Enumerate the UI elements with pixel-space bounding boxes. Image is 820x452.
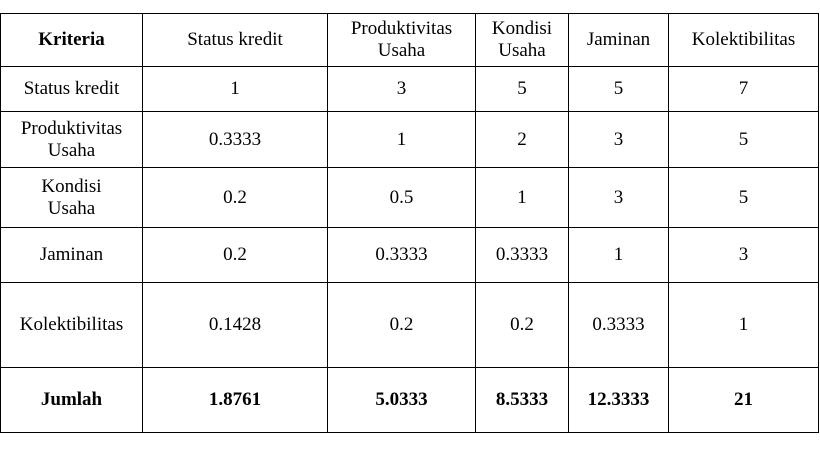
- header-kriteria-label: Kriteria: [38, 29, 105, 50]
- total-cell: 12.3333: [569, 368, 669, 433]
- table-cell: 3: [328, 67, 476, 112]
- row-label-line1: Jaminan: [39, 244, 104, 265]
- table-cell: 5: [569, 67, 669, 112]
- table-row-status-kredit: [1, 67, 819, 112]
- table-cell: 0.3333: [569, 283, 669, 368]
- header-produktivitas-usaha: [328, 14, 476, 67]
- table-cell: 1: [669, 283, 819, 368]
- table-cell: 2: [476, 112, 569, 168]
- table-cell: 0.2: [328, 283, 476, 368]
- table-cell: 5: [476, 67, 569, 112]
- header-status-kredit-label: Status kredit: [187, 29, 283, 50]
- table-cell: 5: [669, 168, 819, 228]
- table-cell: 0.2: [143, 228, 328, 283]
- table-cell: 0.1428: [143, 283, 328, 368]
- table-cell: 1: [476, 168, 569, 228]
- row-label-line2: Usaha: [47, 197, 96, 219]
- table-cell: 0.3333: [143, 112, 328, 168]
- row-label-line1: Kondisi: [41, 175, 102, 197]
- table-cell: 0.3333: [328, 228, 476, 283]
- row-label-line1: Status kredit: [23, 78, 120, 99]
- row-label: [1, 168, 143, 228]
- header-jaminan-label: Jaminan: [586, 29, 651, 50]
- table-cell: 1: [143, 67, 328, 112]
- table-cell: 3: [569, 168, 669, 228]
- criteria-comparison-table: [0, 13, 819, 433]
- row-label-line1: Produktivitas: [20, 117, 123, 139]
- row-label: [1, 67, 143, 112]
- header-kondisi-usaha: [476, 14, 569, 67]
- total-cell: 5.0333: [328, 368, 476, 433]
- table-row-kondisi-usaha: [1, 168, 819, 228]
- header-kondisi-usaha-line1: Kondisi: [491, 18, 553, 39]
- total-cell: 1.8761: [143, 368, 328, 433]
- total-label: Jumlah: [1, 368, 143, 433]
- row-label: [1, 283, 143, 368]
- header-kondisi-usaha-line2: Usaha: [498, 40, 546, 61]
- table-cell: 0.2: [143, 168, 328, 228]
- table-row-jaminan: [1, 228, 819, 283]
- header-status-kredit: [143, 14, 328, 67]
- header-kolektibilitas-label: Kolektibilitas: [691, 29, 796, 50]
- table-cell: 0.3333: [476, 228, 569, 283]
- row-label: [1, 112, 143, 168]
- total-cell: 21: [669, 368, 819, 433]
- table-header-row: [1, 14, 819, 67]
- table-cell: 3: [669, 228, 819, 283]
- table-row-jumlah: [1, 368, 819, 433]
- row-label: [1, 228, 143, 283]
- table-cell: 5: [669, 112, 819, 168]
- header-produktivitas-usaha-line1: Produktivitas: [350, 18, 453, 39]
- table-cell: 3: [569, 112, 669, 168]
- table-cell: 0.2: [476, 283, 569, 368]
- header-produktivitas-usaha-line2: Usaha: [377, 40, 426, 61]
- header-kolektibilitas: [669, 14, 819, 67]
- header-kriteria: [1, 14, 143, 67]
- table-cell: 0.5: [328, 168, 476, 228]
- table-cell: 7: [669, 67, 819, 112]
- header-jaminan: [569, 14, 669, 67]
- table-cell: 1: [328, 112, 476, 168]
- row-label-line2: Usaha: [47, 139, 96, 161]
- table-row-produktivitas-usaha: [1, 112, 819, 168]
- table-row-kolektibilitas: [1, 283, 819, 368]
- table-cell: 1: [569, 228, 669, 283]
- total-cell: 8.5333: [476, 368, 569, 433]
- row-label-line1: Kolektibilitas: [19, 314, 124, 335]
